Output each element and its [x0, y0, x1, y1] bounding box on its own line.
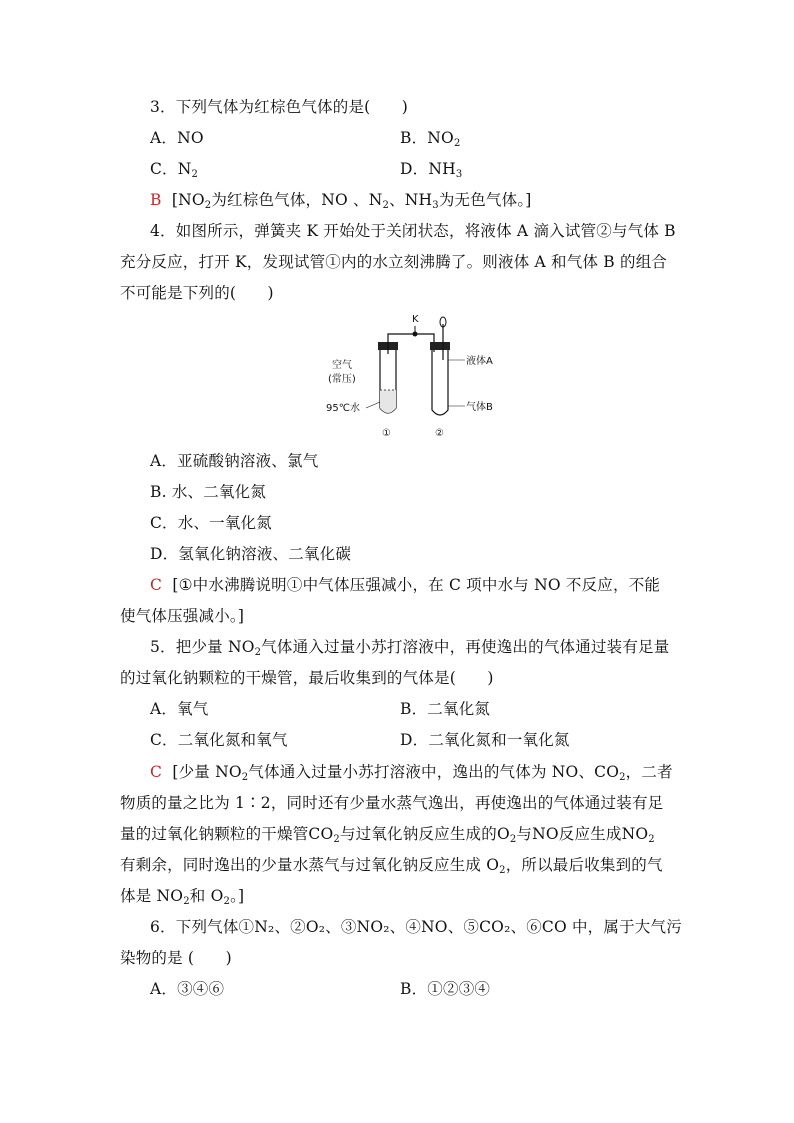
q5-answer-line1: C [少量 $NO_2$气体通入过量小苏打溶液中，逸出的气体为 NO、$CO_2$，二者 [150, 763, 673, 783]
q4-stem-line1: 4．如图所示，弹簧夹 K 开始处于关闭状态，将液体 A 滴入试管②与气体 B [150, 222, 676, 240]
q5-option-b: B．二氧化氮 [400, 700, 491, 718]
q3-option-c: C．$N_2$ [150, 160, 199, 180]
q3-option-a: A．NO [150, 129, 204, 147]
q6-option-a: A．③④⑥ [150, 980, 225, 998]
label-tube-1: ① [382, 428, 391, 439]
q4-answer-line2: 使气体压强减小。] [120, 607, 245, 625]
q6-option-b: B．①②③④ [400, 980, 491, 998]
q4-option-d: D．氢氧化钠溶液、二氧化碳 [150, 545, 352, 563]
q3-stem: 3．下列气体为红棕色气体的是( ) [150, 98, 409, 116]
q6-stem-line2: 染物的是 ( ) [120, 949, 232, 967]
label-liquid-a: 液体A [466, 356, 493, 367]
q4-stem-line2: 充分反应，打开 K，发现试管①内的水立刻沸腾了。则液体 A 和气体 B 的组合 [120, 253, 668, 271]
test-tube-1 [378, 342, 398, 413]
q5-answer-line2: 物质的量之比为 1∶2，同时还有少量水蒸气逸出，再使逸出的气体通过装有足 [120, 794, 664, 812]
q3-option-b: B．$NO_2$ [400, 129, 461, 149]
q3-answer-letter: B [150, 191, 162, 209]
q5-option-d: D．二氧化氮和一氧化氮 [400, 731, 570, 749]
q4-option-b: B. 水、二氧化氮 [150, 483, 267, 501]
test-tube-2 [430, 317, 450, 415]
q4-option-c: C．水、一氧化氮 [150, 514, 272, 532]
q5-option-c: C．二氧化氮和氧气 [150, 731, 288, 749]
q5-answer-line4: 有剩余，同时逸出的少量水蒸气与过氧化钠反应生成 $O_2$，所以最后收集到的气 [120, 856, 663, 876]
q4-answer-letter: C [150, 576, 163, 594]
q3-option-d: D．$NH_3$ [400, 160, 463, 180]
label-k: K [412, 314, 419, 325]
q4-stem-line3: 不可能是下列的( ) [120, 284, 274, 302]
q3-answer: B [$NO_2$为红棕色气体，NO 、$N_2$、$NH_3$为无色气体。] [150, 191, 532, 211]
q4-answer-line1: C [①中水沸腾说明①中气体压强减小，在 C 项中水与 NO 不反应，不能 [150, 576, 661, 594]
label-air: 空气 [332, 360, 352, 371]
q5-stem-line1: 5．把少量 $NO_2$气体通入过量小苏打溶液中，再使逸出的气体通过装有足量 [150, 638, 670, 658]
label-tube-2: ② [435, 428, 444, 439]
q5-option-a: A．氧气 [150, 700, 209, 718]
apparatus-figure [320, 312, 510, 442]
q5-stem-line2: 的过氧化钠颗粒的干燥管，最后收集到的气体是( ) [120, 669, 494, 687]
label-water: 95℃水 [326, 403, 360, 414]
label-gas-b: 气体B [466, 402, 493, 413]
label-pressure: (常压) [328, 374, 356, 385]
q5-answer-line3: 量的过氧化钠颗粒的干燥管$CO_2$与过氧化钠反应生成的$O_2$与NO反应生成$NO_2$ [120, 825, 655, 845]
q5-answer-letter: C [150, 763, 163, 781]
q5-answer-line5: 体是 $NO_2$和 $O_2$。] [120, 887, 245, 907]
q6-stem-line1: 6．下列气体①N₂、②O₂、③NO₂、④NO、⑤CO₂、⑥CO 中，属于大气污 [150, 918, 682, 936]
q4-option-a: A．亚硫酸钠溶液、氯气 [150, 452, 319, 470]
